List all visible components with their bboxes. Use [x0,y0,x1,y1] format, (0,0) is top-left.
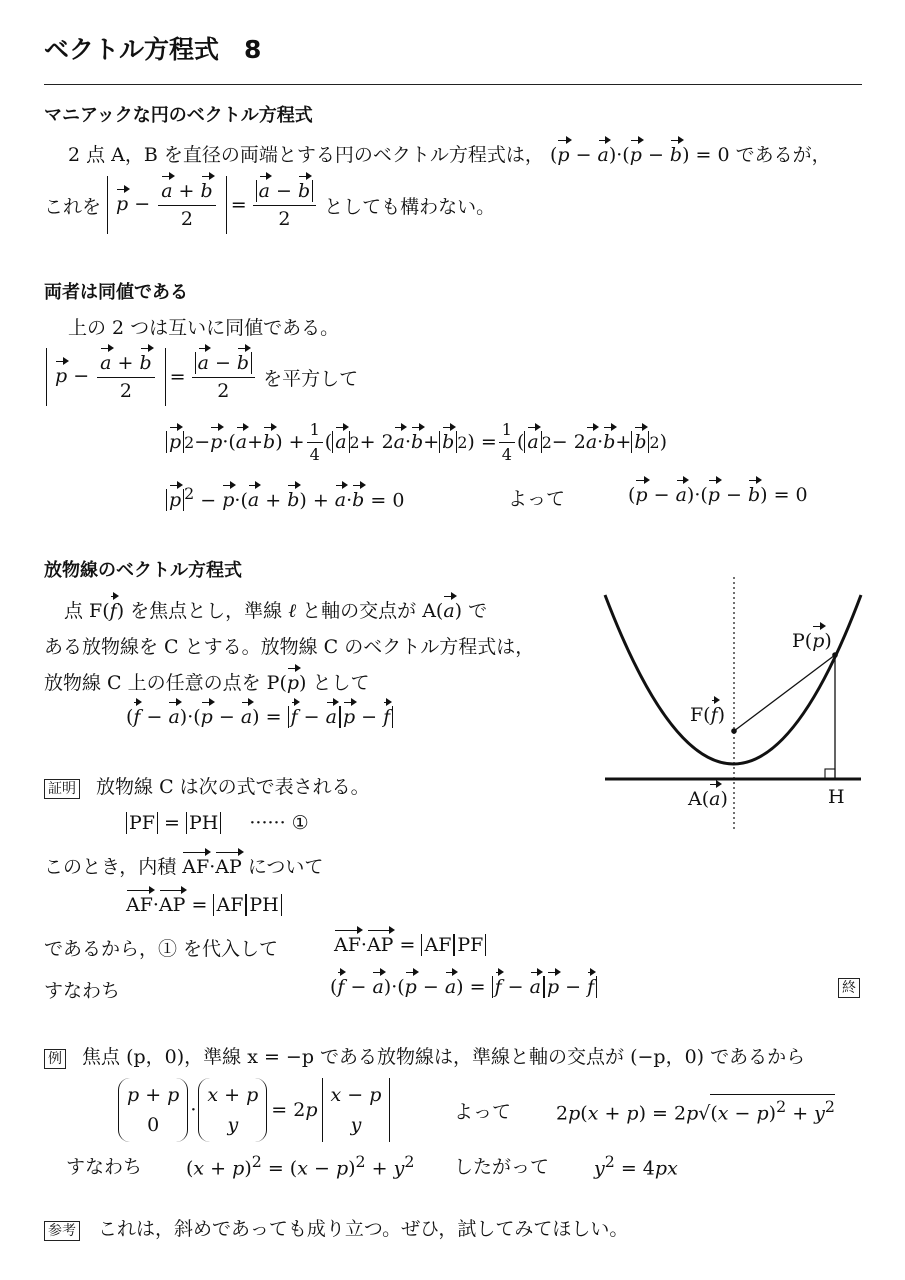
section-heading-circle: マニアックな円のベクトル方程式 [44,105,313,126]
parabola-line-1-b: ) を焦点とし，準線 [116,600,283,622]
equivalence-result: p $^2$ − p·(a + b) + a·b = 0 [166,484,404,511]
label-A: A(a) [688,788,728,810]
proof-eq-1: PF = PH ······ ① [126,812,309,834]
proof-line [44,772,370,799]
circle-line-2: これを p − $\frac{a + b}{2}$ = $\frac{a - b}{2}$ としても構わない。 [44,176,495,234]
label-P-text: P( [792,630,813,652]
proof-inner-text-2: について [247,856,324,878]
example-text: 焦点 (p，0)，準線 x = −p である放物線は，準線と軸の交点が (−p，0) であるから [82,1046,806,1068]
segment-PF [734,655,835,731]
parabola-line-3-b: ) として [299,672,370,694]
proof-eq-1-tag: ······ ① [249,812,309,834]
reference-tag: 参考 [44,1221,80,1241]
label-H: H [828,786,845,808]
parabola-line-1-a: 点 F( [64,600,110,622]
end-tag: 終 [838,978,860,998]
circle-line-1-text: 2 点 A，B を直径の両端とする円のベクトル方程式は， [68,144,544,166]
proof-eq-4: (f − a)·(p − a) = f − a p − f [330,976,597,998]
equivalence-therefore: よって [508,488,566,510]
focus-point [731,728,737,734]
parabola-line-1-c: と軸の交点が A( [302,600,444,622]
proof-inner-line: このとき，内積 AF·AP について [44,856,324,878]
example-eq-2: $(x + p)^2 = (x - p)^2 + y^2$ [186,1152,415,1180]
proof-inner-text: このとき，内積 [44,856,177,878]
proof-eq-2: AF·AP = AF PH [126,894,282,916]
proof-tag: 証明 [44,779,80,799]
square-text: を平方して [263,367,359,390]
example-hence: したがって [454,1156,550,1178]
reference-text: これは，斜めであっても成り立つ。ぜひ，試してみてほしい。 [98,1218,629,1240]
point-P [832,652,838,658]
parabola-equation: (f − a)·(p − a) = f − a p − f [126,706,393,728]
label-A-text: A( [688,788,710,810]
proof-sub-line: であるから，① を代入して [44,938,279,960]
equivalence-intro: 上の 2 つは互いに同値である。 [68,317,340,339]
reference-line [44,1214,628,1241]
example-result: $2p(x + p) = 2p√(x - p)^2 + y^2$ [556,1097,835,1125]
title-divider [44,84,862,85]
circle-line-2-text: これを [44,195,102,218]
parabola-line-1: 点 F(f) を焦点とし，準線 ℓ と軸の交点が A(a) で [64,600,488,622]
proof-text: 放物線 C は次の式で表される。 [96,776,370,798]
circle-line-1: 2 点 A，B を直径の両端とする円のベクトル方程式は， (p − a)·(p − b) = 0 であるが， [68,144,831,166]
section-heading-equivalence: 両者は同値である [44,282,188,303]
parabola-line-3-a: 放物線 C 上の任意の点を P( [44,672,287,694]
section-heading-parabola: 放物線のベクトル方程式 [44,560,242,581]
example-tag: 例 [44,1049,66,1069]
label-F-text: F( [690,704,711,726]
example-line [44,1042,805,1069]
equivalence-expansion: p 2 − p ·( a + b ) + $\frac{1}{4}$ ( a 2 + 2 a · b + b 2 ) = $\frac{1}{4}$ ( a 2 − 2 a · b + b 2 ) [166,420,667,464]
parabola-line-3: 放物線 C 上の任意の点を P(p) として [44,672,370,694]
proof-thus: すなわち [44,980,121,1002]
example-therefore: よって [454,1101,512,1123]
example-thus: すなわち [66,1156,143,1178]
equivalence-conclusion: (p − a)·(p − b) = 0 [628,484,808,506]
example-equation: p + p 0 · x + p y = 2p x − p y [118,1078,390,1142]
label-P: P(p) [792,630,832,652]
label-F: F(f) [690,704,726,726]
parabola-curve [605,595,861,764]
circle-line-1-tail: であるが， [735,144,831,166]
page-title: ベクトル方程式 8 [44,35,262,64]
circle-line-2-tail: としても構わない。 [324,195,496,218]
example-eq-3: $y^2 = 4px$ [594,1152,678,1180]
parabola-line-2: ある放物線を C とする。放物線 C のベクトル方程式は， [44,636,535,658]
parabola-line-1-d: ) で [454,600,488,622]
proof-eq-3: AF·AP = AF PF [334,934,486,956]
equivalence-line-2: p − $\frac{a + b}{2}$ = $\frac{a - b}{2}$ を平方して [46,348,358,406]
